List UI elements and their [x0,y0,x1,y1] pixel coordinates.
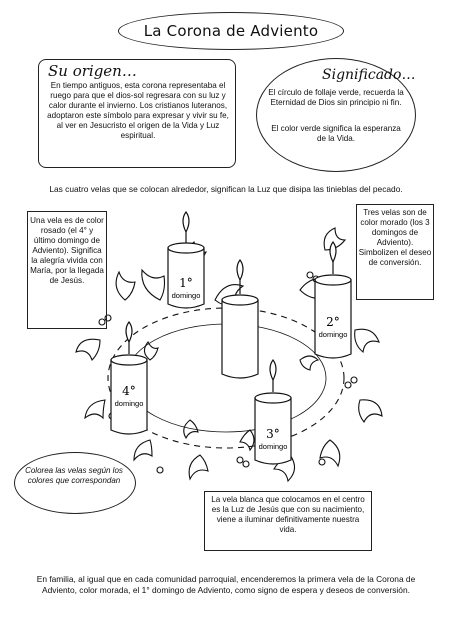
candle-2-word: domingo [318,330,348,339]
candle-3-word: domingo [258,442,288,451]
white-candle-note: La vela blanca que colocamos en el centro es la Luz de Jesús que con su nacimiento, viene a iluminar definitivamente nuestra vida. [211,495,365,534]
candles-intro-text: Las cuatro velas que se colocan alrededor, significan la Luz que disipa las tinieblas del pecado. [49,184,403,194]
meaning-text-hope: El color verde significa la esperanza de la Vida. [271,124,401,143]
candle-4-word: domingo [114,399,144,408]
candle-1-number: 1° [179,276,193,290]
candle-2 [315,242,351,358]
pink-candle-note: Una vela es de color rosado (el 4° y último domingo de Adviento). Significa la alegría vivida con María, por la llegada de Jesús. [30,216,104,285]
candle-4 [111,322,147,434]
meaning-text-eternity: El círculo de follaje verde, recuerda la Eternidad de Dios sin principio ni fin. [268,88,404,107]
candle-2-number: 2° [326,315,340,329]
color-instruction-text: Colorea las velas según los colores que correspondan [25,466,123,485]
origin-text: En tiempo antiguos, esta corona representaba el ruego para que el dios-sol regresara con su luz y calor durante el invierno. Los cristianos luteranos, adoptaron este símbolo para expresar y vivir su fe, al ver en Jesucristo el origen de la Vida y Luz espiritual. [47,81,229,140]
family-note: En familia, al igual que en cada comunidad parroquial, encenderemos la primera vela de la Corona de Adviento, color morada, el 1° domingo de Adviento, como signo de espera y deseos de conversión. [36,574,416,595]
candle-center-white [222,260,258,378]
meaning-heading: Significado… [322,67,416,83]
candle-1-word: domingo [171,291,201,300]
purple-candle-note: Tres velas son de color morado (los 3 domingos de Adviento). Simbolizen el deseo de conversión. [358,208,432,267]
page-title: La Corona de Adviento [118,12,344,50]
candle-4-number: 4° [122,384,136,398]
candle-3-number: 3° [266,427,280,441]
origin-heading: Su origen… [48,62,137,80]
